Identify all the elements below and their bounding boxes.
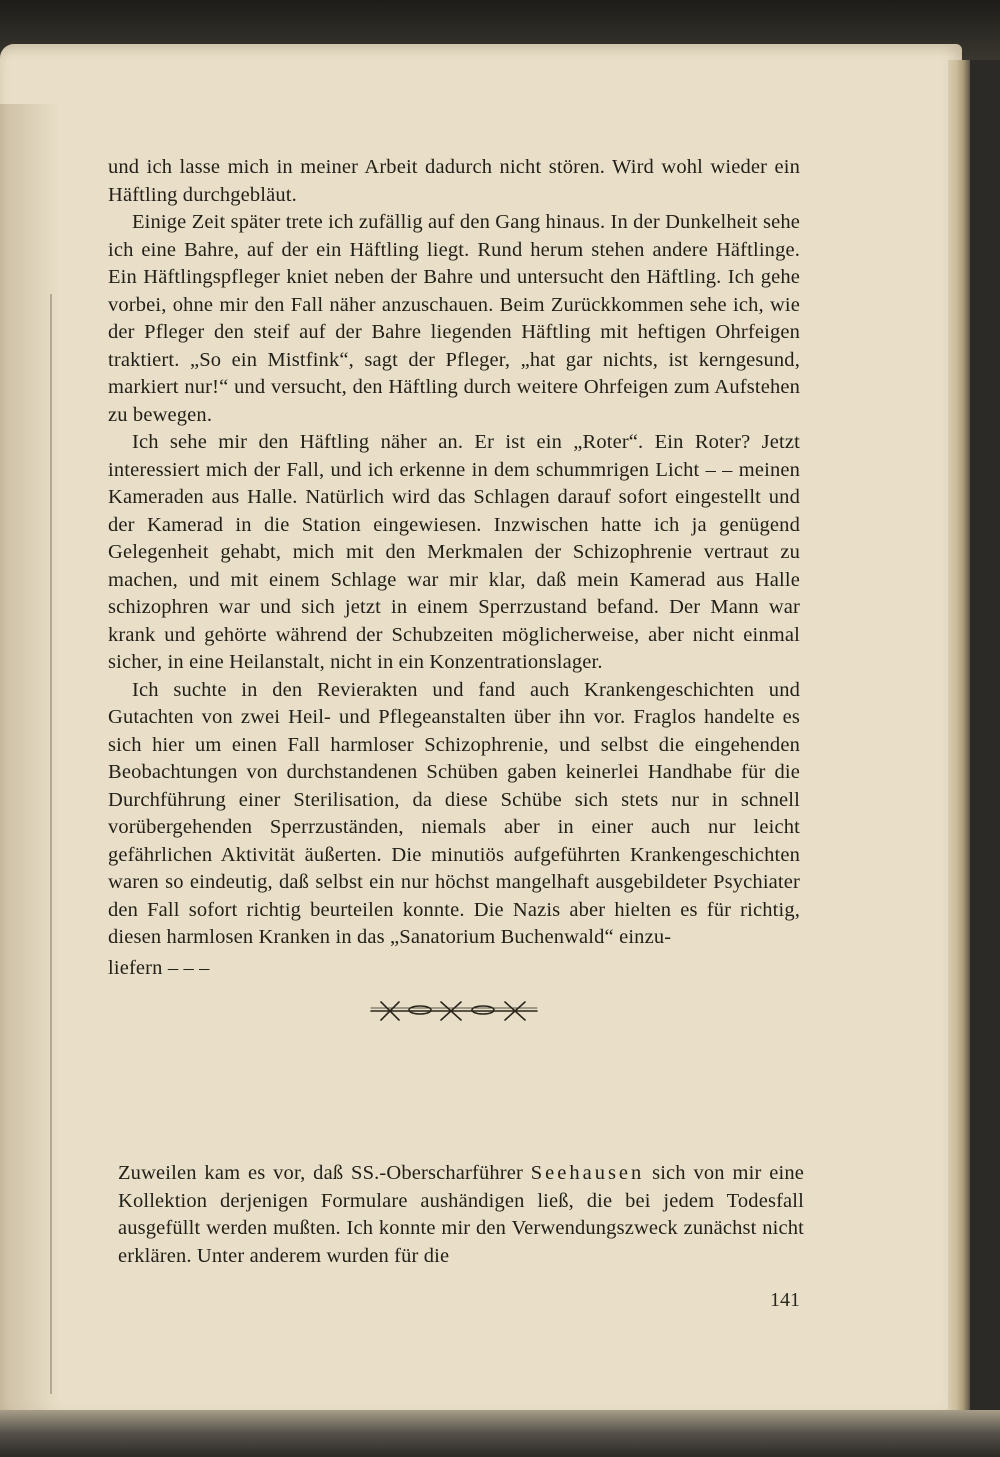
paragraph-3: Ich sehe mir den Häftling näher an. Er ist ein „Roter“. Ein Roter? Jetzt interessiert mich der Fall, und ich erkenne in dem schummrigen Licht – – meinen Kameraden aus Halle. Natürlich wird das Schlagen darauf sofort eingestellt und der Kamerad in die Station eingewiesen. Inzwischen hatte ich ja genügend Gelegenheit gehabt, mich mit den Merkmalen der Schizophrenie vertraut zu machen, und mit einem Schlage war mir klar, daß mein Kamerad aus Halle schizophren war und sich jetzt in einem Sperrzustand befand. Der Mann war krank und gehörte während der Schubzeiten möglicherweise, aber nicht einmal sicher, in eine Heilanstalt, nicht in ein Konzentrationslager. (108, 431, 800, 673)
binding-line (50, 294, 52, 1394)
paragraph-1: und ich lasse mich in meiner Arbeit dadurch nicht stören. Wird wohl wieder ein Häftling durchgebläut. (108, 156, 800, 206)
paragraph-4: Ich suchte in den Revierakten und fand auch Krankengeschichten und Gutachten von zwei Heil- und Pflegeanstalten über ihn vor. Fraglos handelte es sich hier um einen Fall harmloser Schizophrenie, und selbst die eingehenden Beobachtungen von durchstandenen Schüben gaben keinerlei Handhabe für die Durchführung einer Sterilisation, da diese Schübe sich stets nur in schnell vorübergehenden Sperrzuständen, niemals aber in einer auch nur leicht gefährlichen Aktivität äußerten. Die minutiös aufgeführten Krankengeschichten waren so eindeutig, daß selbst ein nur höchst mangelhaft ausgebildeter Psychiater den Fall sofort richtig beurteilen konnte. Die Nazis aber hielten es für richtig, diesen harmlosen Kranken in das „Sanatorium Buchenwald“ einzu- (108, 678, 800, 948)
person-name-seehausen: Seehausen (530, 1162, 645, 1184)
next-section-continuation: sich von mir eine Kollektion derjenigen Formulare aushändigen ließ, die bei jedem Todesfall ausgefüllt werden mußten. Ich konnte mir den Verwendungszweck zunächst nicht erklären. Unter anderem wurden für die (118, 1162, 804, 1267)
paragraph-4-ending: liefern – – – (108, 956, 210, 979)
page-edge (948, 60, 970, 1420)
bottom-edge (0, 1410, 1000, 1457)
paragraph-2: Einige Zeit später trete ich zufällig auf den Gang hinaus. In der Dunkelheit sehe ich eine Bahre, auf der ein Häftling liegt. Rund herum stehen andere Häftlinge. Ein Häftlingspfleger kniet neben der Bahre und untersucht den Häftling. Ich gehe vorbei, ohne mir den Fall näher anzuschauen. Beim Zurückkommen sehe ich, wie der Pfleger den steif auf der Bahre liegenden Häftling mit heftigen Ohrfeigen traktiert. „So ein Mistfink“, sagt der Pfleger, „hat gar nichts, ist kerngesund, markiert nur!“ und versucht, den Häftling durch weitere Ohrfeigen zum Aufstehen zu bewegen. (108, 211, 800, 426)
barbed-wire-ornament (369, 996, 539, 1026)
page-number: 141 (770, 1289, 800, 1311)
body-text (108, 154, 800, 1026)
next-section-text (118, 1160, 804, 1270)
next-section-start: Zuweilen kam es vor, daß SS.-Oberscharführer (118, 1162, 531, 1184)
